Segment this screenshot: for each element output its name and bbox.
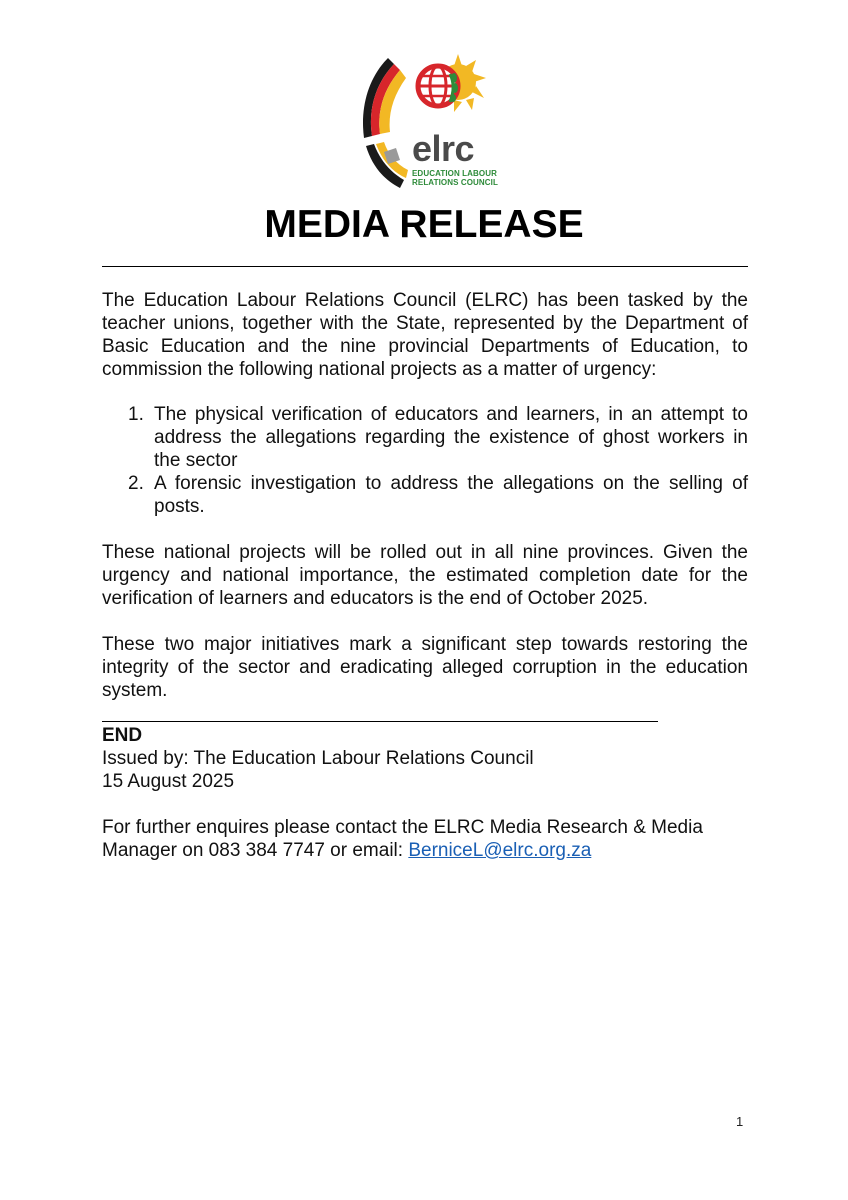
- rollout-paragraph: These national projects will be rolled out in all nine provinces. Given the urgency and national importance, the estimated completion date for the verification of learners and educators is the end of October 2025.: [102, 542, 748, 609]
- logo-wordmark: elrc: [412, 128, 475, 169]
- contact-paragraph: [102, 816, 748, 862]
- list-item-text: A forensic investigation to address the allegations on the selling of posts.: [154, 473, 748, 517]
- logo-subtitle-line2: RELATIONS COUNCIL: [412, 178, 498, 187]
- title-divider: [102, 266, 748, 267]
- intro-paragraph: The Education Labour Relations Council (ELRC) has been tasked by the teacher unions, together with the State, represented by the Department of Basic Education and the nine provincial Departments of Education, to commission the following national projects as a matter of urgency:: [102, 290, 748, 380]
- page-number: 1: [736, 1114, 744, 1129]
- list-item-number: 2.: [128, 473, 144, 494]
- release-date: 15 August 2025: [102, 771, 235, 792]
- email-link[interactable]: BerniceL@elrc.org.za: [408, 840, 592, 861]
- list-item: [102, 403, 748, 472]
- list-item-number: 1.: [128, 404, 144, 425]
- logo-subtitle-line1: EDUCATION LABOUR: [412, 169, 498, 178]
- list-item-text: The physical verification of educators and learners, in an attempt to address the allegations regarding the existence of ghost workers in the sector: [154, 404, 748, 471]
- initiatives-paragraph: These two major initiatives mark a significant step towards restoring the integrity of the sector and eradicating alleged corruption in the education system.: [102, 634, 748, 701]
- end-label: END: [102, 725, 143, 746]
- issued-by: Issued by: The Education Labour Relations Council: [102, 748, 534, 769]
- contact-text: For further enquires please contact the ELRC Media Research & Media Manager on 083 384 7747 or email:: [102, 817, 703, 861]
- projects-list: [102, 403, 748, 518]
- page-title: MEDIA RELEASE: [264, 203, 584, 246]
- end-divider: [102, 721, 658, 722]
- list-item: [102, 472, 748, 518]
